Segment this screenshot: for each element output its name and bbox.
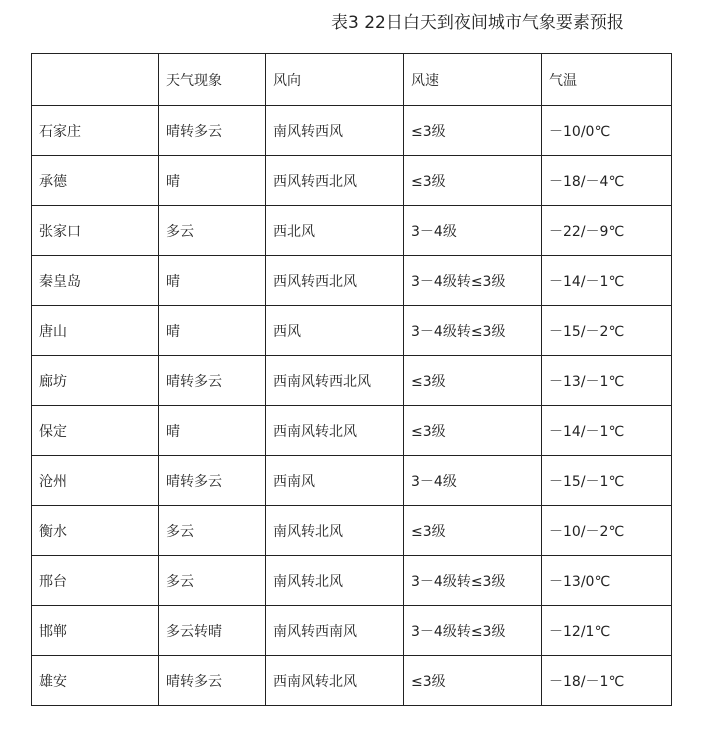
wind-speed-cell: 3－4级转≤3级 (404, 256, 542, 306)
weather-cell: 晴 (159, 406, 266, 456)
city-cell: 秦皇岛 (32, 256, 159, 306)
wind-speed-cell: ≤3级 (404, 106, 542, 156)
wind-direction-cell: 南风转西南风 (266, 606, 404, 656)
city-cell: 邯郸 (32, 606, 159, 656)
weather-cell: 晴转多云 (159, 106, 266, 156)
city-cell: 衡水 (32, 506, 159, 556)
temperature-cell: －10/0℃ (542, 106, 672, 156)
wind-direction-cell: 西南风转西北风 (266, 356, 404, 406)
temperature-cell: －18/－1℃ (542, 656, 672, 706)
weather-cell: 多云转晴 (159, 606, 266, 656)
temperature-cell: －13/－1℃ (542, 356, 672, 406)
table-row (32, 556, 672, 606)
wind-direction-cell: 西南风转北风 (266, 406, 404, 456)
city-cell: 沧州 (32, 456, 159, 506)
city-cell: 雄安 (32, 656, 159, 706)
header-wind-speed: 风速 (404, 54, 542, 106)
table-title: 表3 22日白天到夜间城市气象要素预报 (331, 13, 624, 33)
wind-speed-cell: ≤3级 (404, 356, 542, 406)
forecast-table (31, 53, 672, 706)
weather-cell: 晴 (159, 156, 266, 206)
weather-cell: 晴转多云 (159, 656, 266, 706)
city-cell: 唐山 (32, 306, 159, 356)
header-temperature: 气温 (542, 54, 672, 106)
table-row (32, 656, 672, 706)
weather-cell: 多云 (159, 556, 266, 606)
table-row (32, 606, 672, 656)
temperature-cell: －15/－2℃ (542, 306, 672, 356)
city-cell: 石家庄 (32, 106, 159, 156)
wind-direction-cell: 西南风转北风 (266, 656, 404, 706)
city-cell: 保定 (32, 406, 159, 456)
table-row (32, 356, 672, 406)
wind-speed-cell: 3－4级 (404, 456, 542, 506)
temperature-cell: －12/1℃ (542, 606, 672, 656)
wind-direction-cell: 西南风 (266, 456, 404, 506)
weather-cell: 晴转多云 (159, 456, 266, 506)
wind-speed-cell: 3－4级转≤3级 (404, 606, 542, 656)
temperature-cell: －14/－1℃ (542, 406, 672, 456)
header-weather: 天气现象 (159, 54, 266, 106)
wind-direction-cell: 南风转北风 (266, 556, 404, 606)
header-wind-direction: 风向 (266, 54, 404, 106)
city-cell: 承德 (32, 156, 159, 206)
temperature-cell: －22/－9℃ (542, 206, 672, 256)
city-cell: 张家口 (32, 206, 159, 256)
header-city (32, 54, 159, 106)
temperature-cell: －10/－2℃ (542, 506, 672, 556)
wind-speed-cell: 3－4级转≤3级 (404, 306, 542, 356)
weather-cell: 多云 (159, 506, 266, 556)
wind-speed-cell: ≤3级 (404, 506, 542, 556)
wind-direction-cell: 西北风 (266, 206, 404, 256)
temperature-cell: －14/－1℃ (542, 256, 672, 306)
wind-direction-cell: 南风转西风 (266, 106, 404, 156)
wind-direction-cell: 西风 (266, 306, 404, 356)
table-row (32, 256, 672, 306)
table-row (32, 306, 672, 356)
table-row (32, 456, 672, 506)
weather-cell: 晴转多云 (159, 356, 266, 406)
wind-speed-cell: 3－4级转≤3级 (404, 556, 542, 606)
wind-direction-cell: 西风转西北风 (266, 256, 404, 306)
weather-cell: 晴 (159, 306, 266, 356)
city-cell: 廊坊 (32, 356, 159, 406)
header-row (32, 54, 672, 106)
wind-speed-cell: ≤3级 (404, 656, 542, 706)
wind-direction-cell: 南风转北风 (266, 506, 404, 556)
wind-speed-cell: ≤3级 (404, 156, 542, 206)
table-row (32, 106, 672, 156)
table-row (32, 506, 672, 556)
weather-cell: 晴 (159, 256, 266, 306)
weather-cell: 多云 (159, 206, 266, 256)
table-row (32, 156, 672, 206)
table-row (32, 406, 672, 456)
wind-speed-cell: ≤3级 (404, 406, 542, 456)
temperature-cell: －13/0℃ (542, 556, 672, 606)
city-cell: 邢台 (32, 556, 159, 606)
temperature-cell: －15/－1℃ (542, 456, 672, 506)
wind-direction-cell: 西风转西北风 (266, 156, 404, 206)
wind-speed-cell: 3－4级 (404, 206, 542, 256)
temperature-cell: －18/－4℃ (542, 156, 672, 206)
table-row (32, 206, 672, 256)
